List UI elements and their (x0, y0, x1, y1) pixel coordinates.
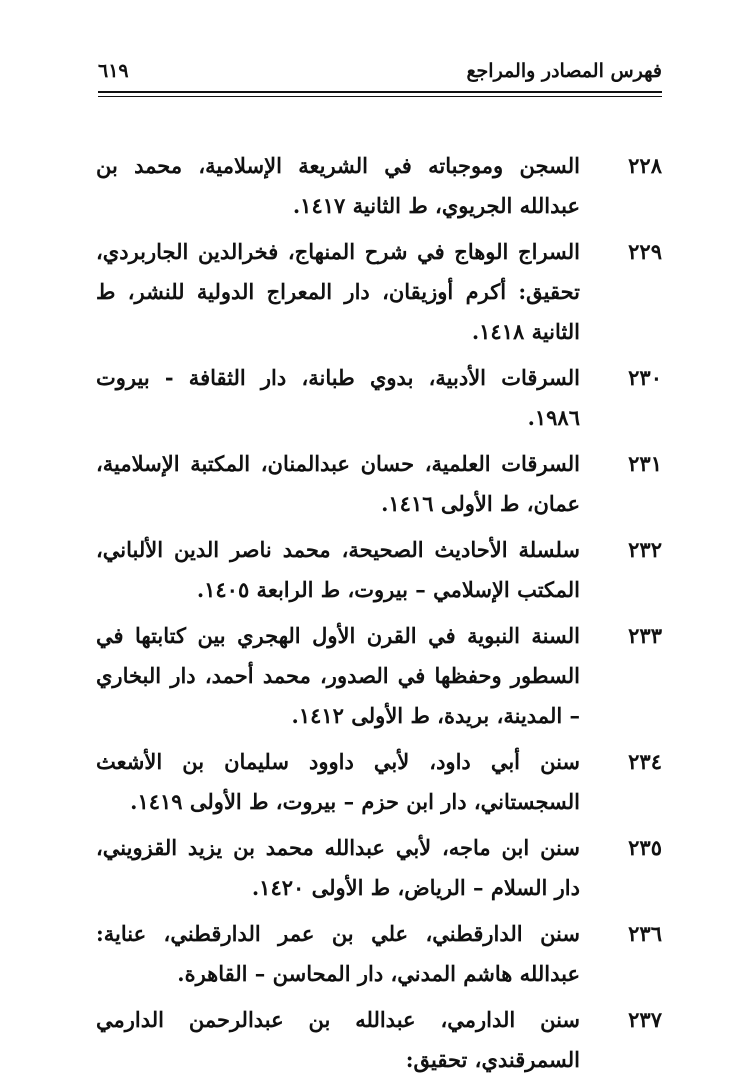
bibliography-entry (96, 742, 662, 822)
entry-number: ٢٣١ (628, 451, 662, 476)
bibliography-entry (96, 232, 662, 352)
entry-number: ٢٣٥ (628, 835, 662, 860)
bibliography-entry (96, 358, 662, 438)
entry-text: سنن الدارقطني، علي بن عمر الدارقطني، عناية: عبدالله هاشم المدني، دار المحاسن – القاهرة. (96, 921, 580, 986)
entry-text: السنة النبوية في القرن الأول الهجري بين كتابتها في السطور وحفظها في الصدور، محمد أحمد، دار البخاري – المدينة، بريدة، ط الأولى ١٤١٢. (96, 623, 580, 728)
entry-text: سنن الدارمي، عبدالله بن عبدالرحمن الدارمي السمرقندي، تحقيق: (96, 1007, 580, 1072)
bibliography-entry (96, 530, 662, 610)
entry-number: ٢٣٤ (628, 749, 662, 774)
bibliography-list (96, 146, 662, 1086)
header-rule-thick (98, 91, 662, 93)
bibliography-entry (96, 146, 662, 226)
entry-text: السراج الوهاج في شرح المنهاج، فخرالدين الجاربردي، تحقيق: أكرم أوزيقان، دار المعراج الدولية للنشر، ط الثانية ١٤١٨. (96, 239, 580, 344)
entry-number: ٢٣٢ (628, 537, 662, 562)
bibliography-entry (96, 914, 662, 994)
bibliography-entry (96, 828, 662, 908)
entry-text: السرقات العلمية، حسان عبدالمنان، المكتبة الإسلامية، عمان، ط الأولى ١٤١٦. (96, 451, 580, 516)
entry-number: ٢٣٦ (628, 921, 662, 946)
bibliography-entry (96, 444, 662, 524)
running-header (98, 56, 662, 92)
entry-number: ٢٢٨ (628, 153, 662, 178)
entry-number: ٢٣٠ (628, 365, 662, 390)
entry-text: السجن وموجباته في الشريعة الإسلامية، محمد بن عبدالله الجريوي، ط الثانية ١٤١٧. (96, 153, 580, 218)
entry-number: ٢٣٧ (628, 1007, 662, 1032)
header-rule-thin (98, 96, 662, 97)
bibliography-entry (96, 616, 662, 736)
entry-number: ٢٣٣ (628, 623, 662, 648)
page-number: ٦١٩ (98, 60, 129, 82)
entry-text: سنن ابن ماجه، لأبي عبدالله محمد بن يزيد القزويني، دار السلام – الرياض، ط الأولى ١٤٢٠. (96, 835, 580, 900)
entry-text: سنن أبي داود، لأبي داوود سليمان بن الأشعث السجستاني، دار ابن حزم – بيروت، ط الأولى ١٤١٩. (96, 749, 580, 814)
entry-number: ٢٢٩ (628, 239, 662, 264)
entry-text: السرقات الأدبية، بدوي طبانة، دار الثقافة - بيروت ١٩٨٦. (96, 365, 580, 430)
bibliography-entry (96, 1000, 662, 1080)
header-title: فهرس المصادر والمراجع (466, 60, 662, 82)
entry-text: سلسلة الأحاديث الصحيحة، محمد ناصر الدين الألباني، المكتب الإسلامي – بيروت، ط الرابعة ١٤٠٥. (96, 537, 580, 602)
